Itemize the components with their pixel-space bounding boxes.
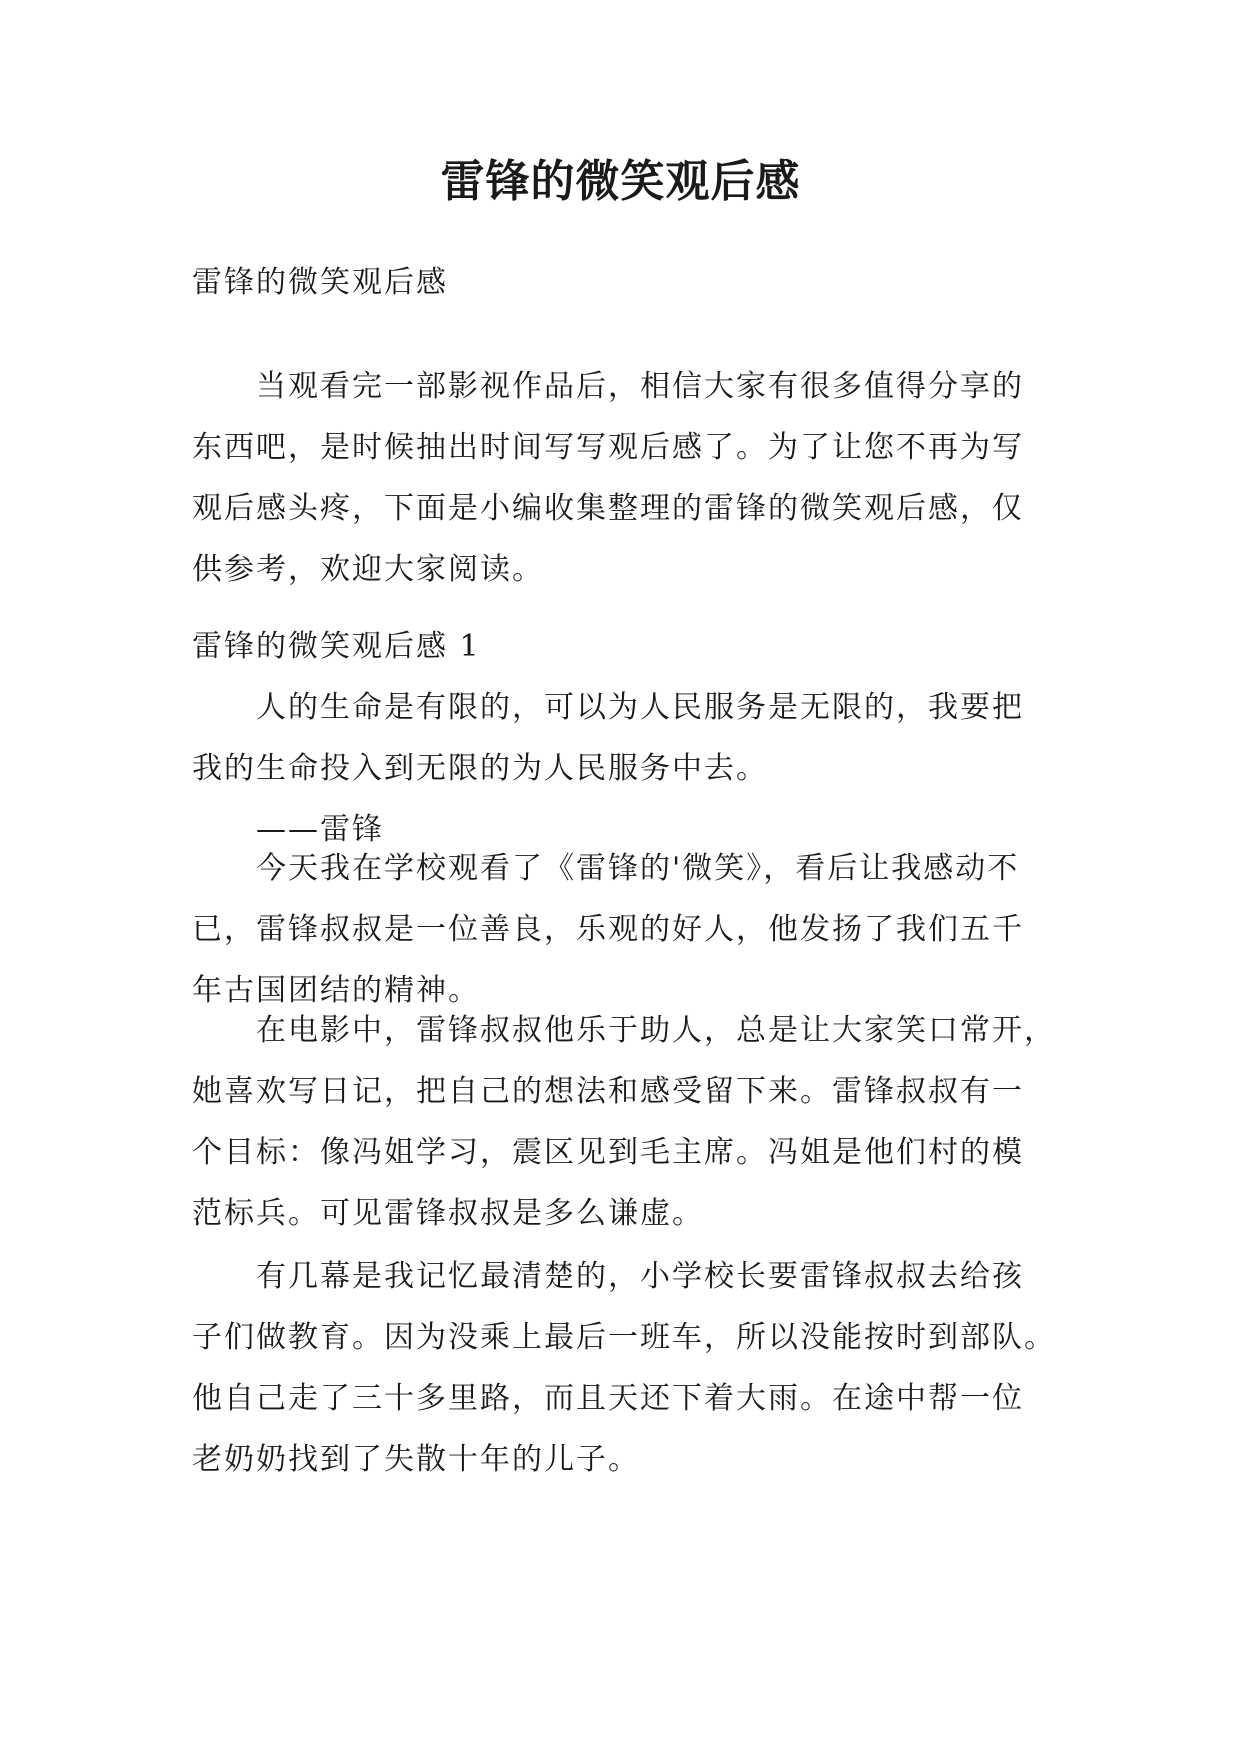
intro-line: 供参考，欢迎大家阅读。	[192, 552, 544, 587]
intro-paragraph	[192, 356, 1052, 600]
paragraph-line: 今天我在学校观看了《雷锋的'微笑》，看后让我感动不	[256, 851, 1020, 886]
quote-line: 我的生命投入到无限的为人民服务中去。	[192, 751, 768, 786]
subtitle-line: 雷锋的微笑观后感	[192, 265, 448, 300]
paragraph-line: 他自己走了三十多里路，而且天还下着大雨。在途中帮一位	[192, 1381, 1024, 1416]
paragraph-line: 已，雷锋叔叔是一位善良，乐观的好人，他发扬了我们五千	[192, 912, 1024, 947]
section-heading-line: 雷锋的微笑观后感 1	[192, 629, 481, 664]
paragraph-2	[192, 1000, 1056, 1244]
quote-paragraph	[192, 677, 1052, 860]
paragraph-line: 年古国团结的精神。	[192, 973, 480, 1008]
quote-attribution: ——雷锋	[256, 812, 384, 847]
document-title: 雷锋的微笑观后感	[440, 156, 801, 207]
paragraph-line: 老奶奶找到了失散十年的儿子。	[192, 1442, 640, 1477]
paragraph-line: 范标兵。可见雷锋叔叔是多么谦虚。	[192, 1196, 704, 1231]
quote-line: 人的生命是有限的，可以为人民服务是无限的，我要把	[256, 690, 1024, 725]
paragraph-line: 在电影中，雷锋叔叔他乐于助人，总是让大家笑口常开，	[256, 1013, 1056, 1048]
paragraph-line: 个目标：像冯姐学习，震区见到毛主席。冯姐是他们村的模	[192, 1135, 1024, 1170]
intro-line: 东西吧，是时候抽出时间写写观后感了。为了让您不再为写	[192, 430, 1024, 465]
paragraph-line: 子们做教育。因为没乘上最后一班车，所以没能按时到部队。	[192, 1320, 1056, 1355]
intro-line: 当观看完一部影视作品后，相信大家有很多值得分享的	[256, 369, 1024, 404]
document-subtitle	[192, 252, 1052, 313]
paragraph-3	[192, 1246, 1056, 1490]
paragraph-line: 有几幕是我记忆最清楚的，小学校长要雷锋叔叔去给孩	[256, 1259, 1024, 1294]
section1-heading	[192, 616, 1052, 677]
paragraph-line: 她喜欢写日记，把自己的想法和感受留下来。雷锋叔叔有一	[192, 1074, 1024, 1109]
paragraph-1	[192, 838, 1052, 1021]
intro-line: 观后感头疼，下面是小编收集整理的雷锋的微笑观后感，仅	[192, 491, 1024, 526]
